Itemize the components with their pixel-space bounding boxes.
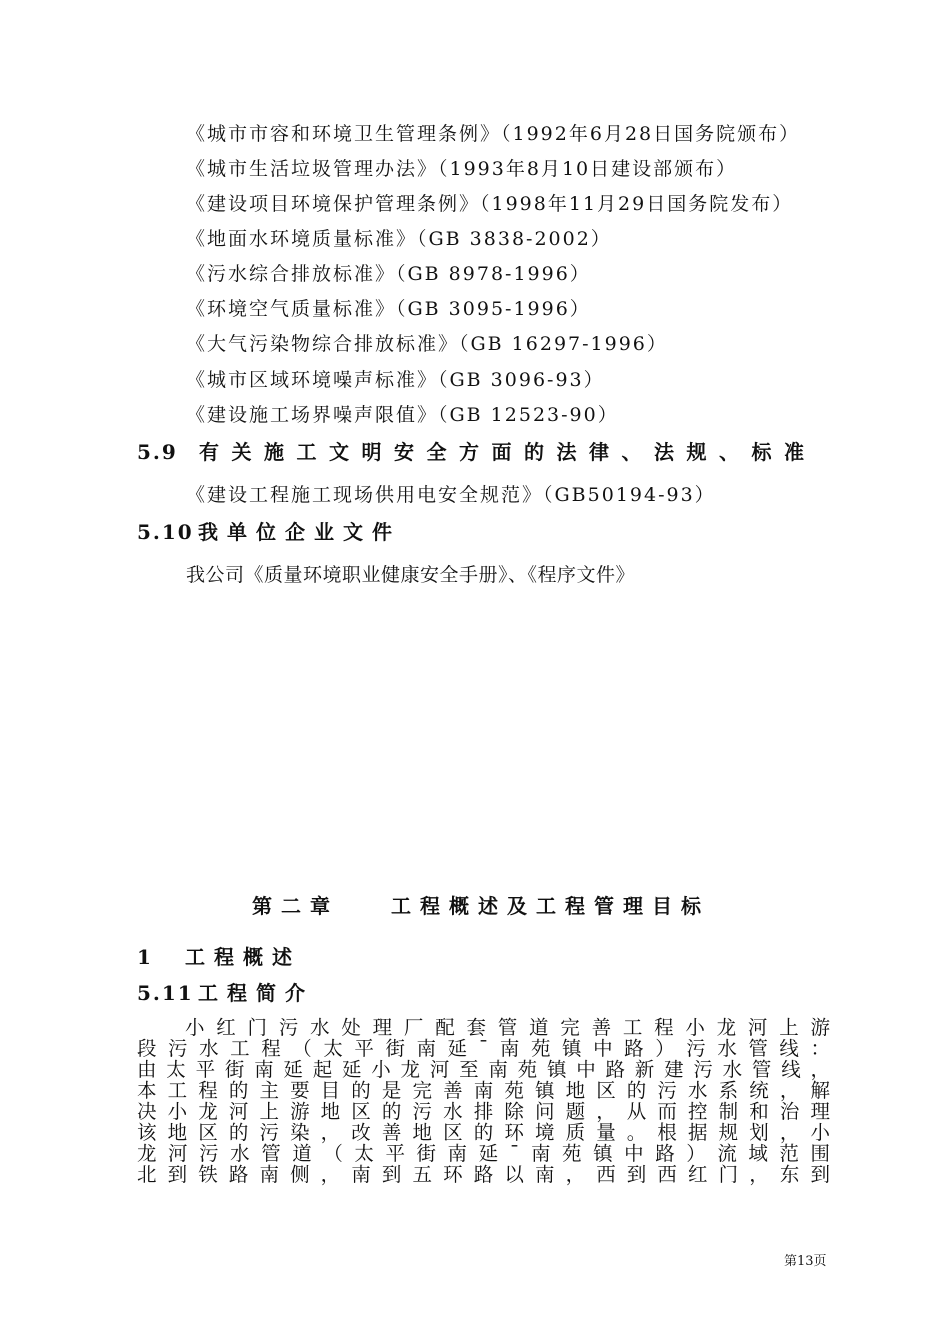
page-number: 第13页 xyxy=(784,1254,827,1269)
regulation-item: 《环境空气质量标准》（GB 3095-1996） xyxy=(186,298,591,320)
regulation-item: 《建设工程施工现场供用电安全规范》（GB50194-93） xyxy=(186,484,716,506)
project-description xyxy=(137,1017,830,1185)
regulation-item: 《大气污染物综合排放标准》（GB 16297-1996） xyxy=(186,333,668,355)
paragraph-line: 决小龙河上游地区的污水排除问题，从而控制和治理 xyxy=(137,1100,830,1123)
section-title: 有关施工文明安全方面的法律、法规、标准 xyxy=(199,440,817,464)
section-heading-1 xyxy=(137,944,301,970)
section-number: 5.11 xyxy=(137,981,194,1005)
regulation-item: 《城市市容和环境卫生管理条例》（1992年6月28日国务院颁布） xyxy=(186,123,801,145)
section-title: 工程概述 xyxy=(185,945,301,969)
paragraph-line: 段污水工程（太平街南延¯南苑镇中路）污水管线： xyxy=(137,1037,830,1060)
section-heading-5-11 xyxy=(137,980,314,1006)
section-title: 我单位企业文件 xyxy=(198,520,401,544)
paragraph-line: 该地区的污染，改善地区的环境质量。根据规划，小 xyxy=(137,1121,830,1144)
regulation-item: 《污水综合排放标准》（GB 8978-1996） xyxy=(186,263,591,285)
regulation-item: 《建设施工场界噪声限值》（GB 12523-90） xyxy=(186,404,619,426)
regulation-item: 《城市生活垃圾管理办法》（1993年8月10日建设部颁布） xyxy=(186,158,738,180)
section-heading-5-9 xyxy=(137,439,817,465)
regulation-item: 《建设项目环境保护管理条例》（1998年11月29日国务院发布） xyxy=(186,193,794,215)
paragraph-line: 本工程的主要目的是完善南苑镇地区的污水系统，解 xyxy=(137,1079,830,1102)
section-number: 5.10 xyxy=(137,520,194,544)
company-documents: 我公司《质量环境职业健康安全手册》、《程序文件》 xyxy=(186,564,636,586)
chapter-title: 工程概述及工程管理目标 xyxy=(391,894,710,918)
paragraph-line: 龙河污水管道（太平街南延¯南苑镇中路）流域范围 xyxy=(137,1142,830,1165)
paragraph-line: 由太平街南延起延小龙河至南苑镇中路新建污水管线， xyxy=(137,1058,830,1081)
section-number: 1 xyxy=(137,945,153,969)
paragraph-line: 北到铁路南侧，南到五环路以南，西到西红门，东到 xyxy=(137,1163,830,1186)
chapter-label: 第二章 xyxy=(252,894,339,918)
regulation-item: 《地面水环境质量标准》（GB 3838-2002） xyxy=(186,228,612,250)
section-heading-5-10 xyxy=(137,519,401,545)
chapter-heading xyxy=(252,893,710,919)
regulation-item: 《城市区域环境噪声标准》（GB 3096-93） xyxy=(186,369,605,391)
section-title: 工程简介 xyxy=(198,981,314,1005)
section-number: 5.9 xyxy=(137,440,178,464)
paragraph-line: 小红门污水处理厂配套管道完善工程小龙河上游 xyxy=(185,1016,830,1039)
